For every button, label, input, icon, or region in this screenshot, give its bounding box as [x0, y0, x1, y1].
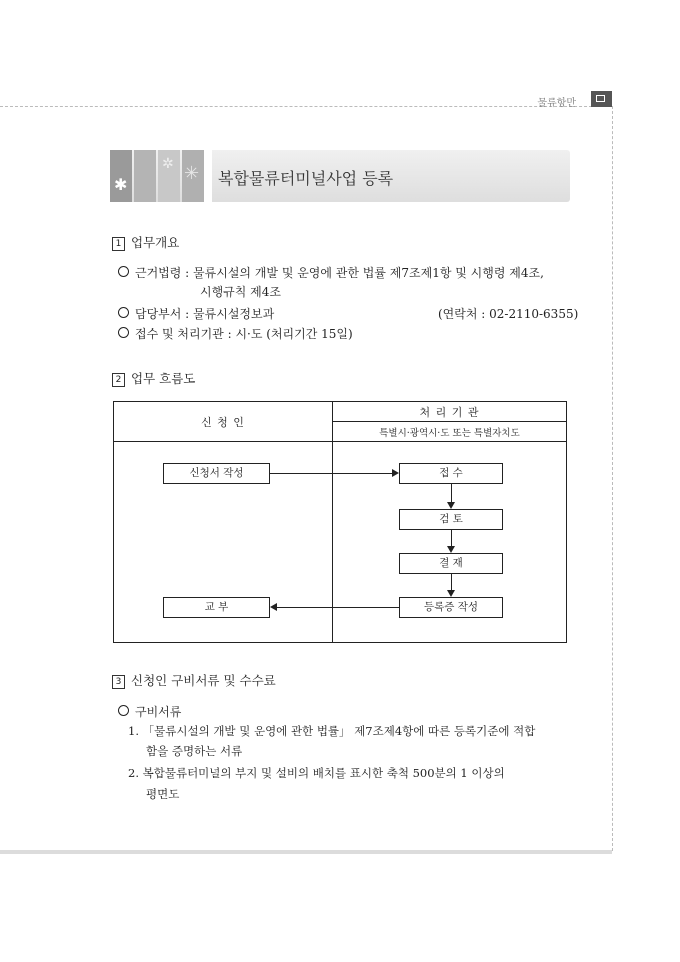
- flowchart-header-divider: [114, 441, 566, 442]
- flower-icon: ✱: [114, 175, 128, 194]
- flowchart-subheader-divider: [333, 421, 566, 422]
- flow-arrow-line: [451, 530, 452, 546]
- page-bottom-border: [0, 850, 612, 854]
- bullet-circle-icon: [118, 705, 129, 716]
- step-receive: 접 수: [399, 463, 503, 484]
- document-item: 2. 복합물류터미널의 부지 및 설비의 배치를 표시한 축척 500분의 1 이상의: [128, 766, 505, 780]
- section-title: 업무개요: [131, 235, 180, 250]
- flow-arrow-line: [451, 574, 452, 590]
- overview-item: 담당부서 : 물류시설정보과: [118, 305, 274, 322]
- arrow-left-icon: [270, 603, 277, 611]
- document-item-cont: 함을 증명하는 서류: [146, 744, 243, 758]
- document-item-cont: 평면도: [146, 787, 180, 801]
- section-title: 업무 흐름도: [131, 371, 196, 386]
- contact-number: (연락처 : 02-2110-6355): [438, 307, 579, 321]
- section-1-heading: [112, 233, 179, 251]
- applicant-column-header: 신 청 인: [201, 416, 245, 429]
- bullet-circle-icon: [118, 307, 129, 318]
- flow-arrow-line: [277, 607, 399, 608]
- section-number: 3: [112, 675, 125, 689]
- page-title: 복합물류터미널사업 등록: [218, 169, 394, 188]
- section-2-heading: [112, 369, 195, 387]
- bullet-circle-icon: [118, 266, 129, 277]
- arrow-down-icon: [447, 590, 455, 597]
- step-approve: 결 재: [399, 553, 503, 574]
- banner-decoration: [134, 150, 156, 202]
- page-top-border: [0, 106, 612, 107]
- step-issue-certificate: 등록증 작성: [399, 597, 503, 618]
- step-deliver: 교 부: [163, 597, 270, 618]
- flower-icon: ✲: [162, 156, 174, 172]
- arrow-down-icon: [447, 502, 455, 509]
- section-number: 1: [112, 237, 125, 251]
- section-3-heading: [112, 671, 276, 689]
- overview-item: 근거법령 : 물류시설의 개발 및 운영에 관한 법률 제7조제1항 및 시행령 제4조,: [118, 264, 544, 281]
- flow-arrow-line: [270, 473, 392, 474]
- arrow-down-icon: [447, 546, 455, 553]
- section-title: 신청인 구비서류 및 수수료: [131, 673, 276, 688]
- agency-column-subheader: 특별시·광역시·도 또는 특별자치도: [379, 428, 520, 439]
- page-right-border: [612, 106, 613, 851]
- banner-divider: [204, 150, 212, 202]
- section-number: 2: [112, 373, 125, 387]
- flow-arrow-line: [451, 484, 452, 502]
- arrow-right-icon: [392, 469, 399, 477]
- step-review: 검 토: [399, 509, 503, 530]
- step-write-application: 신청서 작성: [163, 463, 270, 484]
- document-item: 1. 「물류시설의 개발 및 운영에 관한 법률」 제7조제4항에 따른 등록기준에 적합: [128, 724, 536, 738]
- bullet-circle-icon: [118, 327, 129, 338]
- flower-icon: ✳: [184, 163, 200, 184]
- agency-column-header: 처 리 기 관: [419, 406, 480, 419]
- overview-item: 접수 및 처리기관 : 시·도 (처리기간 15일): [118, 325, 353, 342]
- square-icon: [596, 95, 605, 102]
- documents-subheading: 구비서류: [118, 703, 181, 720]
- running-header: 물류항만: [537, 98, 576, 109]
- overview-item-cont: 시행규칙 제4조: [200, 285, 282, 299]
